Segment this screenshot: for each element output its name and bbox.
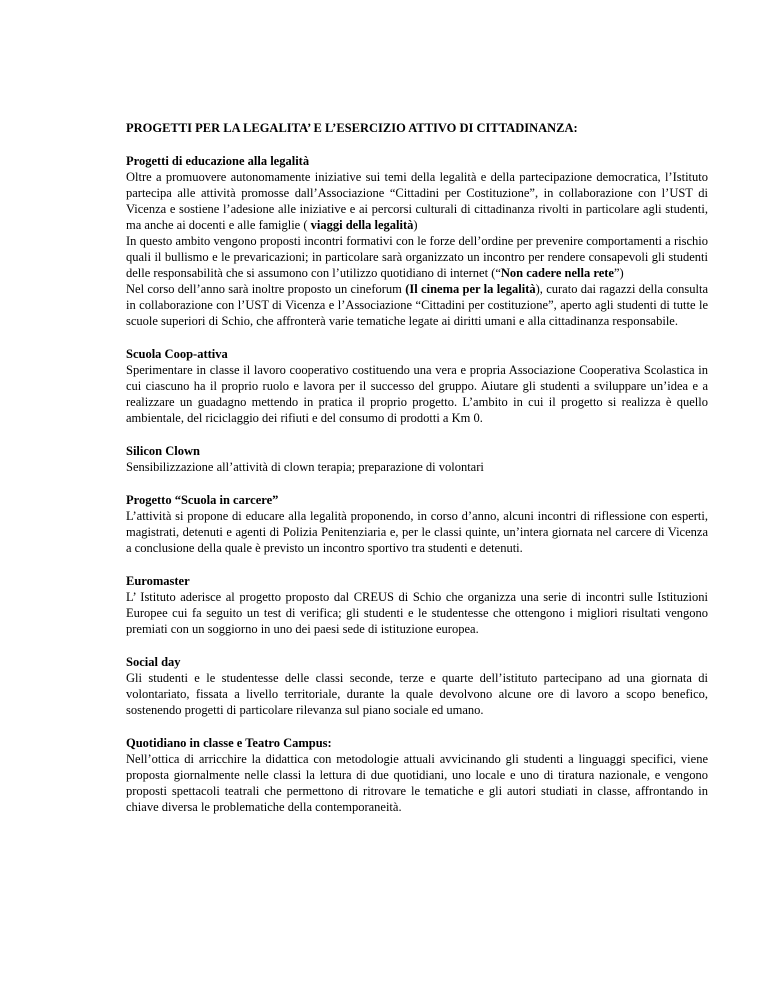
- section-title-quotidiano-teatro: Quotidiano in classe e Teatro Campus:: [126, 736, 332, 750]
- section-title-silicon-clown: Silicon Clown: [126, 444, 200, 458]
- legalita-p3-emphasis: (Il cinema per la legalità: [405, 282, 536, 296]
- section-scuola-in-carcere: [126, 492, 708, 556]
- section-quotidiano-teatro: [126, 735, 708, 815]
- section-euromaster: [126, 573, 708, 637]
- legalita-paragraph-2: [126, 233, 708, 281]
- section-social-day: [126, 654, 708, 718]
- legalita-paragraph-1: [126, 169, 708, 233]
- euromaster-paragraph: L’ Istituto aderisce al progetto proposto dal CREUS di Schio che organizza una serie di incontri sulle Istituzioni Europee cui fa seguito un test di verifica; gli studenti e le studentesse che ottengono i migliori risultati vengono premiati con un soggiorno in uno dei paesi sede di istituzione europea.: [126, 590, 708, 636]
- legalita-p1-text: Oltre a promuovere autonomamente iniziative sui temi della legalità e della partecipazione democratica, l’Istituto partecipa alle attività promosse dall’Associazione “Cittadini per Costituzione”, in collaborazione con l’UST di Vicenza e sostiene l’adesione alle iniziative e ai percorsi culturali di cittadinanza rivolti in particolare agli studenti, ma anche ai docenti e alle famiglie (: [126, 170, 708, 232]
- section-coop: [126, 346, 708, 426]
- legalita-paragraph-3: [126, 281, 708, 329]
- legalita-p3-text: Nel corso dell’anno sarà inoltre proposto un cineforum: [126, 282, 406, 296]
- legalita-p1-emphasis: viaggi della legalità: [310, 218, 414, 232]
- document-title: PROGETTI PER LA LEGALITA’ E L’ESERCIZIO ATTIVO DI CITTADINANZA:: [126, 121, 578, 135]
- section-title-coop: Scuola Coop-attiva: [126, 347, 228, 361]
- legalita-p3-rest: ), curato dai ragazzi della consulta in collaborazione con l’UST di Vicenza e l’Associazione “Cittadini per costituzione”, aperto agli studenti di tutte le scuole superiori di Schio, che affronterà varie tematiche legate ai diritti umani e alla cittadinanza responsabile.: [126, 282, 709, 328]
- legalita-p2-text: In questo ambito vengono proposti incontri formativi con le forze dell’ordine per prevenire comportamenti a rischio quali il bullismo e le prevaricazioni; in particolare sarà organizzato un incontro per rendere consapevoli gli studenti delle responsabilità che si assumono con l’utilizzo quotidiano di internet (“: [126, 234, 708, 280]
- legalita-p2-emphasis: Non cadere nella rete: [500, 266, 614, 280]
- legalita-p1-close: ): [413, 218, 418, 232]
- scuola-in-carcere-paragraph: L’attività si propone di educare alla legalità proponendo, in corso d’anno, alcuni incontri di riflessione con esperti, magistrati, detenuti e agenti di Polizia Penitenziaria e, per le classi quinte, un’intera giornata nel carcere di Vicenza a conclusione della quale è previsto un incontro sportivo tra studenti e detenuti.: [126, 509, 708, 555]
- section-legalita: [126, 153, 708, 329]
- section-title-euromaster: Euromaster: [126, 574, 190, 588]
- silicon-clown-paragraph: Sensibilizzazione all’attività di clown terapia; preparazione di volontari: [126, 460, 484, 474]
- social-day-paragraph: Gli studenti e le studentesse delle classi seconde, terze e quarte dell’istituto partecipano ad una giornata di volontariato, fissata a livello territoriale, durante la quale devolvono alcune ore di lavoro a scopo benefico, sostenendo progetti di particolare rilevanza sul piano sociale ed umano.: [126, 671, 708, 717]
- coop-paragraph: Sperimentare in classe il lavoro cooperativo costituendo una vera e propria Associazione Cooperativa Scolastica in cui ciascuno ha il proprio ruolo e lavora per il successo del gruppo. Aiutare gli studenti a sviluppare un’idea e a realizzare un guadagno mettendo in pratica il proprio progetto. L’ambito in cui il progetto si realizza è quello ambientale, del riciclaggio dei rifiuti e del consumo di prodotti a Km 0.: [126, 363, 708, 425]
- legalita-p2-close: ”): [613, 266, 624, 280]
- section-title-scuola-in-carcere: Progetto “Scuola in carcere”: [126, 493, 279, 507]
- section-title-legalita: Progetti di educazione alla legalità: [126, 154, 310, 168]
- section-title-social-day: Social day: [126, 655, 181, 669]
- section-silicon-clown: [126, 443, 708, 475]
- quotidiano-teatro-paragraph: Nell’ottica di arricchire la didattica con metodologie attuali avvicinando gli studenti a linguaggi specifici, viene proposta giornalmente nelle classi la lettura di due quotidiani, uno locale e uno di tiratura nazionale, e vengono proposti spettacoli teatrali che permettono di ritrovare le tematiche e gli autori studiati in classe, affrontando in chiave diversa le problematiche della contemporaneità.: [126, 752, 708, 814]
